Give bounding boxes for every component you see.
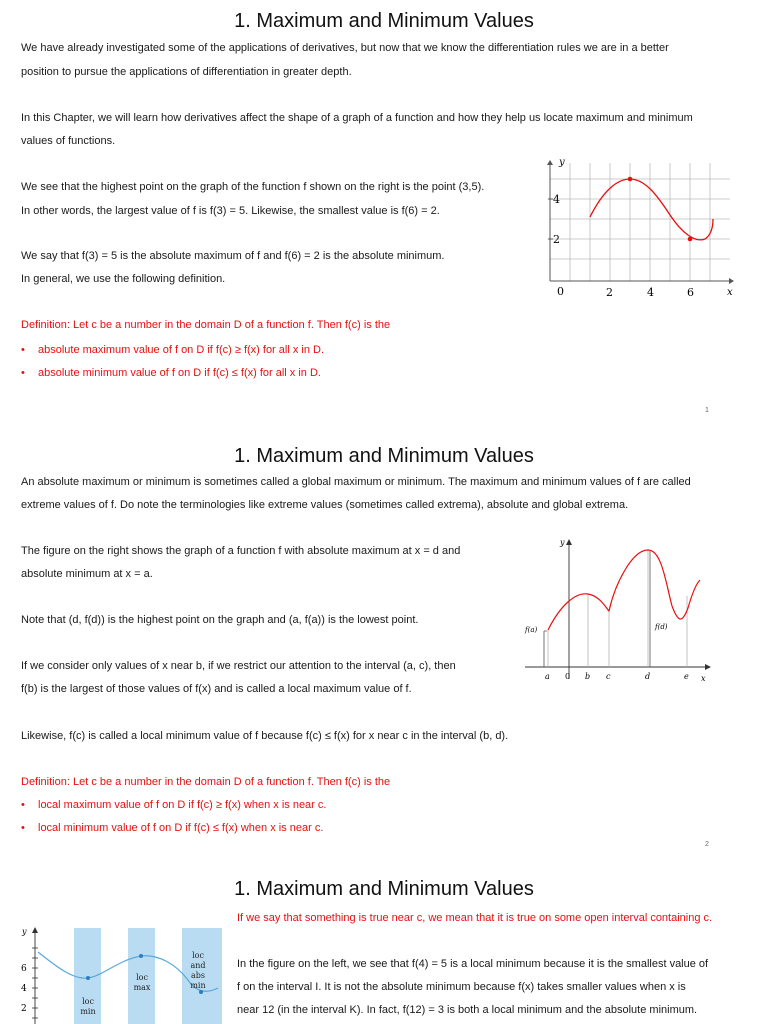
x-axis-label: x [701, 674, 706, 683]
note-text: If we say that something is true near c, we mean that it is true on some open interval containing c. [237, 912, 713, 924]
x-axis-arrow-icon [729, 278, 734, 284]
paragraph-line: Note that (d, f(d)) is the highest point on the graph and (a, f(a)) is the lowest point. [21, 614, 419, 626]
bullet-text: absolute minimum value of f on D if f(c) ≤ f(x) for all x in D. [38, 367, 321, 379]
paragraph-line: absolute minimum at x = a. [21, 568, 153, 580]
x-label: c [606, 672, 611, 681]
bullet-icon: • [21, 822, 25, 834]
page-number: 2 [705, 841, 709, 848]
paragraph-line: In this Chapter, we will learn how derivatives affect the shape of a graph of a function and how they help us locate maximum and minimum [21, 112, 693, 124]
slide-3 [0, 866, 768, 1024]
band-label: loc [136, 973, 148, 982]
paragraph-line: If we consider only values of x near b, if we restrict our attention to the interval (a, c), then [21, 660, 456, 672]
band-label: loc [82, 997, 94, 1006]
local-minimum-point [86, 976, 90, 980]
bullet-icon: • [21, 344, 25, 356]
paragraph-line: An absolute maximum or minimum is sometimes called a global maximum or minimum. The maximum and minimum values of f are called [21, 476, 691, 488]
band-label: abs [191, 971, 205, 980]
slide-title: 1. Maximum and Minimum Values [234, 445, 534, 467]
function-curve [590, 179, 713, 240]
band-label: min [190, 981, 206, 990]
y-tick-label: 2 [553, 233, 560, 246]
bullet-icon: • [21, 367, 25, 379]
absolute-maximum-point [628, 177, 633, 182]
band-label: loc [192, 951, 204, 960]
bullet-text: absolute maximum value of f on D if f(c) ≥ f(x) for all x in D. [38, 344, 325, 356]
paragraph-line: We have already investigated some of the applications of derivatives, but now that we know the differentiation rules we are in a better [21, 42, 669, 54]
definition-bullet [21, 367, 321, 379]
paragraph-line: position to pursue the applications of differentiation in greater depth. [21, 66, 352, 78]
local-maximum-point [139, 954, 143, 958]
y-axis-label: y [22, 927, 27, 936]
y-tick-label: 2 [21, 1004, 27, 1014]
paragraph-line: Likewise, f(c) is called a local minimum value of f because f(c) ≤ f(x) for x near c in the interval (b, d). [21, 730, 509, 742]
paragraph-line: values of functions. [21, 135, 116, 147]
fa-bracket [544, 631, 547, 667]
bullet-text: local minimum value of f on D if f(c) ≤ f(x) when x is near c. [38, 822, 324, 834]
paragraph-line: In the figure on the left, we see that f(4) = 5 is a local minimum because it is the smallest value of [237, 958, 709, 970]
x-tick-label: 0 [557, 285, 564, 298]
absolute-minimum-point [688, 237, 693, 242]
band-label: max [133, 983, 151, 992]
x-axis-arrow-icon [705, 664, 711, 670]
x-label: b [585, 672, 591, 681]
x-tick-label: 2 [606, 286, 613, 299]
function-graph [545, 155, 740, 305]
page-number: 1 [705, 407, 709, 414]
paragraph-line: We say that f(3) = 5 is the absolute maximum of f and f(6) = 2 is the absolute minimum. [21, 250, 445, 262]
x-label: d [645, 672, 651, 681]
paragraph-line: We see that the highest point on the graph of the function f shown on the right is the point (3,5). [21, 181, 485, 193]
paragraph-line: extreme values of f. Do note the terminologies like extreme values (sometimes called extrema), absolute and global extrema. [21, 499, 629, 511]
slide-title: 1. Maximum and Minimum Values [234, 10, 534, 32]
y-tick-label: 6 [21, 964, 27, 974]
slide-2 [0, 436, 768, 856]
origin-label: 0 [565, 672, 571, 681]
paragraph-line: f on the interval I. It is not the absolute minimum because f(x) takes smaller values when x is [237, 981, 686, 993]
definition-bullet [21, 799, 326, 811]
slide-title: 1. Maximum and Minimum Values [234, 878, 534, 900]
slide-1 [0, 0, 768, 425]
definition-bullet [21, 822, 323, 834]
paragraph-line: f(b) is the largest of those values of f(x) and is called a local maximum value of f. [21, 683, 412, 695]
bullet-icon: • [21, 799, 25, 811]
x-label: a [545, 672, 550, 681]
band-label: and [190, 961, 206, 970]
bullet-text: local maximum value of f on D if f(c) ≥ f(x) when x is near c. [38, 799, 327, 811]
x-axis-label: x [727, 287, 733, 298]
extrema-graph [520, 536, 715, 696]
local-extrema-graph [18, 924, 228, 1024]
y-axis-arrow-icon [566, 539, 572, 545]
y-axis-arrow-icon [547, 160, 553, 165]
paragraph-line: In other words, the largest value of f is f(3) = 5. Likewise, the smallest value is f(6) = 2. [21, 205, 440, 217]
fa-label: f(a) [525, 626, 538, 634]
y-axis-arrow-icon [32, 927, 38, 933]
x-tick-label: 6 [687, 286, 694, 299]
definition-text: Definition: Let c be a number in the domain D of a function f. Then f(c) is the [21, 776, 391, 788]
absolute-minimum-point [199, 990, 203, 994]
fd-label: f(d) [655, 623, 668, 631]
definition-text: Definition: Let c be a number in the domain D of a function f. Then f(c) is the [21, 319, 391, 331]
y-tick-label: 4 [21, 984, 27, 994]
y-tick-label: 4 [553, 193, 560, 206]
definition-bullet [21, 344, 324, 356]
paragraph-line: In general, we use the following definition. [21, 273, 226, 285]
paragraph-line: The figure on the right shows the graph of a function f with absolute maximum at x = d and [21, 545, 461, 557]
x-label: e [684, 672, 689, 681]
function-curve [548, 550, 700, 630]
grid-lines [550, 163, 730, 281]
y-axis-label: y [559, 157, 565, 168]
y-axis-label: y [560, 538, 565, 547]
band-label: min [80, 1007, 96, 1016]
paragraph-line: near 12 (in the interval K). In fact, f(12) = 3 is both a local minimum and the absolute minimum. [237, 1004, 698, 1016]
x-tick-label: 4 [647, 286, 654, 299]
